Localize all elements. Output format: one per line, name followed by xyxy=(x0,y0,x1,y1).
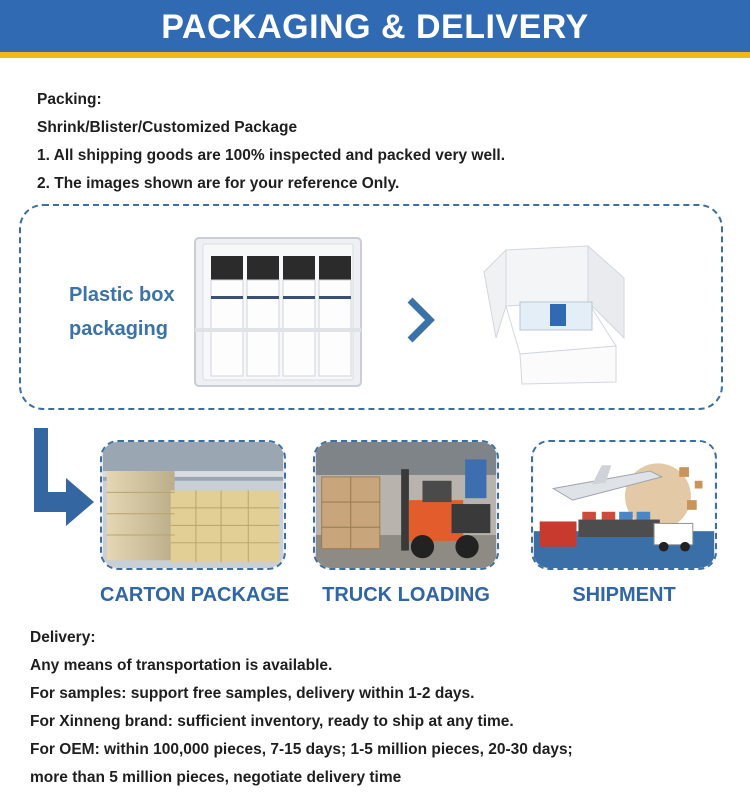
delivery-line: For OEM: within 100,000 pieces, 7-15 days; 1-5 million pieces, 20-30 days; xyxy=(30,741,573,758)
delivery-line: more than 5 million pieces, negotiate delivery time xyxy=(30,769,402,786)
page-title: PACKAGING & DELIVERY xyxy=(161,8,589,46)
plastic-box-panel xyxy=(19,204,723,410)
white-box-image xyxy=(476,242,636,386)
packing-line: Shrink/Blister/Customized Package xyxy=(37,119,298,136)
delivery-line: For samples: support free samples, delivery within 1-2 days. xyxy=(30,685,475,702)
packing-heading: Packing: xyxy=(37,91,102,108)
delivery-heading: Delivery: xyxy=(30,629,96,646)
plastic-box-label-line1: Plastic box xyxy=(69,284,175,306)
truck-loading-label: TRUCK LOADING xyxy=(322,584,490,606)
plastic-box-label-line2: packaging xyxy=(69,318,168,340)
shipment-label: SHIPMENT xyxy=(572,584,676,606)
carton-package-label: CARTON PACKAGE xyxy=(100,584,290,606)
delivery-line: Any means of transportation is available. xyxy=(30,657,333,674)
shipment-photo xyxy=(531,440,717,570)
truck-loading-photo xyxy=(313,440,499,570)
battery-box-image xyxy=(193,236,363,388)
delivery-line: For Xinneng brand: sufficient inventory, ready to ship at any time. xyxy=(30,713,514,730)
l-arrow-icon xyxy=(28,428,98,528)
chevron-right-icon xyxy=(404,296,436,344)
plastic-box-label xyxy=(69,278,175,346)
packing-line: 2. The images shown are for your reference Only. xyxy=(37,175,400,192)
packing-text xyxy=(37,86,505,198)
header-stripe xyxy=(0,52,750,58)
packing-line: 1. All shipping goods are 100% inspected and packed very well. xyxy=(37,147,506,164)
delivery-text xyxy=(30,624,573,792)
carton-package-photo xyxy=(100,440,286,570)
